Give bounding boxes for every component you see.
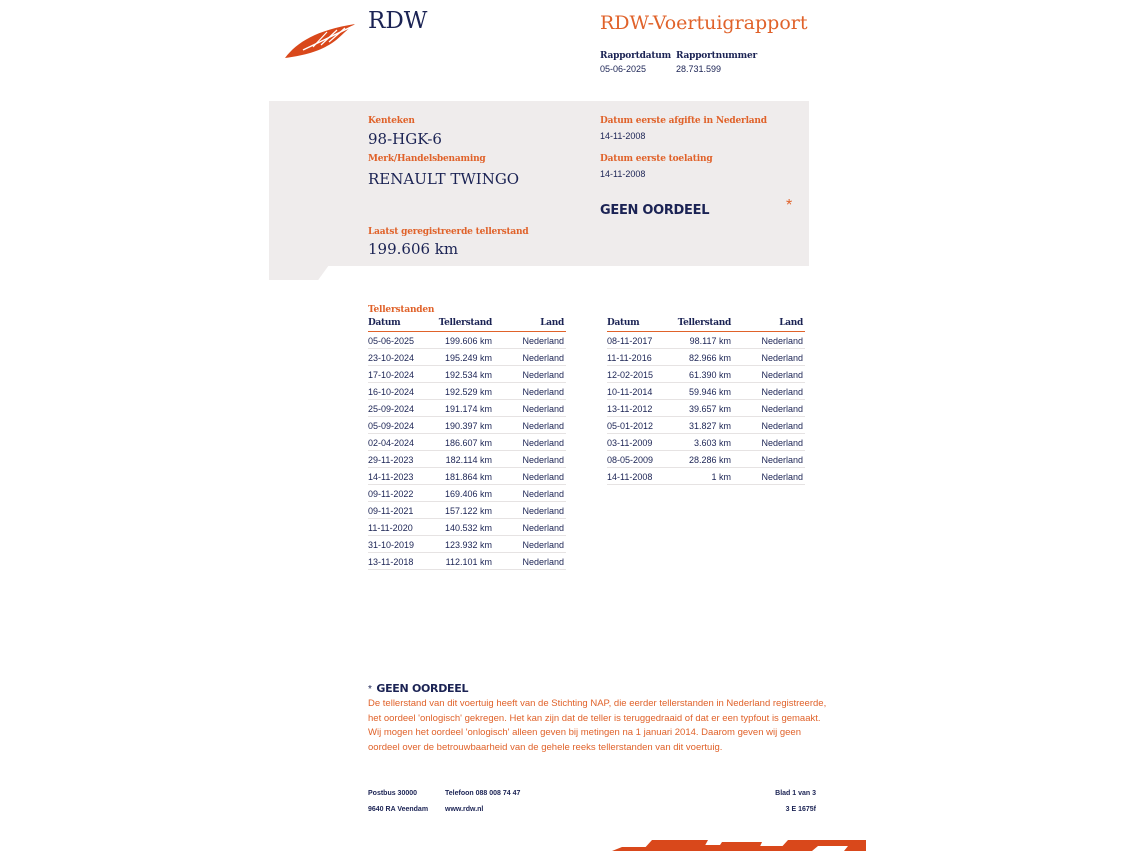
table-row [368,502,566,519]
cell-land: Nederland [761,387,803,397]
cell-land: Nederland [522,421,564,431]
cell-land: Nederland [522,370,564,380]
cell-datum: 31-10-2019 [368,540,415,550]
cell-land: Nederland [522,489,564,499]
tellerstanden-table-right [607,318,805,485]
cell-datum: 16-10-2024 [368,387,415,397]
cell-tellerstand: 28.286 km [688,455,731,465]
cell-datum: 23-10-2024 [368,353,415,363]
table-row [607,434,805,451]
cell-tellerstand: 195.249 km [444,353,492,363]
cell-datum: 05-09-2024 [368,421,415,431]
afgifte-value: 14-11-2008 [600,131,646,141]
cell-datum: 08-05-2009 [607,455,654,465]
teller-label: Laatst geregistreerde tellerstand [368,227,529,237]
footnote-title [368,679,468,697]
table-row [368,417,566,434]
kenteken-label: Kenteken [368,116,415,126]
table-row [368,519,566,536]
cell-datum: 14-11-2008 [607,472,653,482]
rapportdatum-value: 05-06-2025 [600,64,647,74]
cell-datum: 10-11-2014 [607,387,653,397]
cell-datum: 09-11-2021 [368,506,414,516]
cell-tellerstand: 59.946 km [688,387,731,397]
cell-tellerstand: 98.117 km [689,336,731,346]
footnote-title-text: GEEN OORDEEL [376,682,469,695]
cell-datum: 11-11-2016 [607,353,652,363]
cell-tellerstand: 140.532 km [444,523,492,533]
kenteken-value: 98-HGK-6 [368,130,442,148]
cell-tellerstand: 157.122 km [444,506,492,516]
cell-tellerstand: 192.534 km [444,370,492,380]
table-row [607,400,805,417]
table-row [368,332,566,349]
table-body [607,332,805,485]
table-body [368,332,566,570]
cell-datum: 05-06-2025 [368,336,415,346]
table-row [368,383,566,400]
table-row [368,349,566,366]
cell-land: Nederland [761,472,803,482]
col-tellerstand-header: Tellerstand [677,318,731,328]
rdw-logo-icon [283,20,357,62]
rapportdatum-label: Rapportdatum [600,51,671,61]
cell-land: Nederland [522,472,564,482]
rapportnummer-value: 28.731.599 [676,64,722,74]
table-row [607,383,805,400]
footer-telefoon: Telefoon 088 008 74 47 [445,790,521,797]
cell-datum: 25-09-2024 [368,404,415,414]
footer-postbus: Postbus 30000 [368,790,418,797]
cell-land: Nederland [522,523,564,533]
footer-web-link[interactable]: www.rdw.nl [445,806,484,813]
cell-tellerstand: 190.397 km [444,421,492,431]
cell-datum: 05-01-2012 [607,421,654,431]
cell-tellerstand: 182.114 km [445,455,492,465]
cell-tellerstand: 191.174 km [444,404,492,414]
cell-datum: 08-11-2017 [607,336,653,346]
table-row [368,536,566,553]
table-row [368,468,566,485]
table-row [607,451,805,468]
cell-land: Nederland [761,353,803,363]
footnote-body: De tellerstand van dit voertuig heeft van de Stichting NAP, die eerder tellerstanden in Nederland registreerde, het oordeel 'onlogisch' gekregen. Het kan zijn dat de teller is teruggedraaid of dat er een typfout is gemaakt. Wij mogen het oordeel 'onlogisch' alleen geven bij metingen na 1 januari 2014. Daarom geven wij geen oordeel over de betrouwbaarheid van de gehele reeks tellerstanden van dit voertuig. [368,698,827,753]
cell-tellerstand: 61.390 km [688,370,731,380]
col-datum-header: Datum [368,318,401,328]
cell-land: Nederland [761,370,803,380]
footnote-star: * [368,684,372,695]
cell-datum: 17-10-2024 [368,370,415,380]
merk-label: Merk/Handelsbenaming [368,154,486,164]
col-land-header: Land [540,318,564,328]
cell-land: Nederland [522,336,564,346]
cell-land: Nederland [522,387,564,397]
cell-datum: 02-04-2024 [368,438,415,448]
cell-datum: 13-11-2018 [368,557,414,567]
cell-datum: 03-11-2009 [607,438,653,448]
cell-tellerstand: 39.657 km [688,404,731,414]
cell-land: Nederland [761,421,803,431]
teller-value: 199.606 km [368,240,459,258]
footer-plaats: 9640 RA Veendam [368,806,429,813]
cell-land: Nederland [761,404,803,414]
cell-tellerstand: 169.406 km [444,489,492,499]
rdw-stripes-icon [612,836,866,851]
tellerstanden-table-left [368,318,566,570]
table-row [607,468,805,485]
cell-land: Nederland [761,438,803,448]
cell-tellerstand: 82.966 km [688,353,731,363]
table-header [607,318,805,332]
afgifte-label: Datum eerste afgifte in Nederland [600,116,767,126]
cell-land: Nederland [761,455,803,465]
table-row [368,553,566,570]
table-row [368,485,566,502]
cell-datum: 14-11-2023 [368,472,414,482]
footer-page-number: Blad 1 van 3 [775,790,816,797]
table-row [607,332,805,349]
cell-tellerstand: 181.864 km [444,472,492,482]
cell-land: Nederland [522,506,564,516]
table-row [368,400,566,417]
cell-land: Nederland [522,353,564,363]
vehicle-panel-tab [269,265,329,280]
cell-land: Nederland [761,336,803,346]
org-name: RDW [368,8,428,34]
cell-tellerstand: 3.603 km [693,438,731,448]
cell-datum: 29-11-2023 [368,455,414,465]
table-row [607,366,805,383]
cell-tellerstand: 1 km [711,472,731,482]
table-row [607,417,805,434]
oordeel-badge: GEEN OORDEEL [600,203,710,218]
merk-value: RENAULT TWINGO [368,170,520,188]
toelating-label: Datum eerste toelating [600,154,713,164]
table-row [368,451,566,468]
table-header [368,318,566,332]
table-row [368,434,566,451]
cell-tellerstand: 31.827 km [688,421,731,431]
footer-code: 3 E 1675f [785,806,816,813]
cell-tellerstand: 112.101 km [445,557,492,567]
col-tellerstand-header: Tellerstand [438,318,492,328]
cell-datum: 12-02-2015 [607,370,654,380]
toelating-value: 14-11-2008 [600,169,646,179]
report-title: RDW-Voertuigrapport [600,12,808,34]
col-datum-header: Datum [607,318,640,328]
cell-land: Nederland [522,540,564,550]
rapportnummer-label: Rapportnummer [676,51,758,61]
cell-tellerstand: 123.932 km [444,540,492,550]
cell-land: Nederland [522,455,564,465]
cell-datum: 13-11-2012 [607,404,653,414]
tellerstanden-title: Tellerstanden [368,305,435,315]
table-row [607,349,805,366]
cell-land: Nederland [522,404,564,414]
cell-tellerstand: 192.529 km [444,387,492,397]
cell-land: Nederland [522,438,564,448]
cell-tellerstand: 199.606 km [444,336,492,346]
col-land-header: Land [779,318,803,328]
oordeel-asterisk: * [786,197,793,214]
cell-tellerstand: 186.607 km [444,438,492,448]
table-row [368,366,566,383]
cell-datum: 11-11-2020 [368,523,413,533]
cell-land: Nederland [522,557,564,567]
cell-datum: 09-11-2022 [368,489,414,499]
